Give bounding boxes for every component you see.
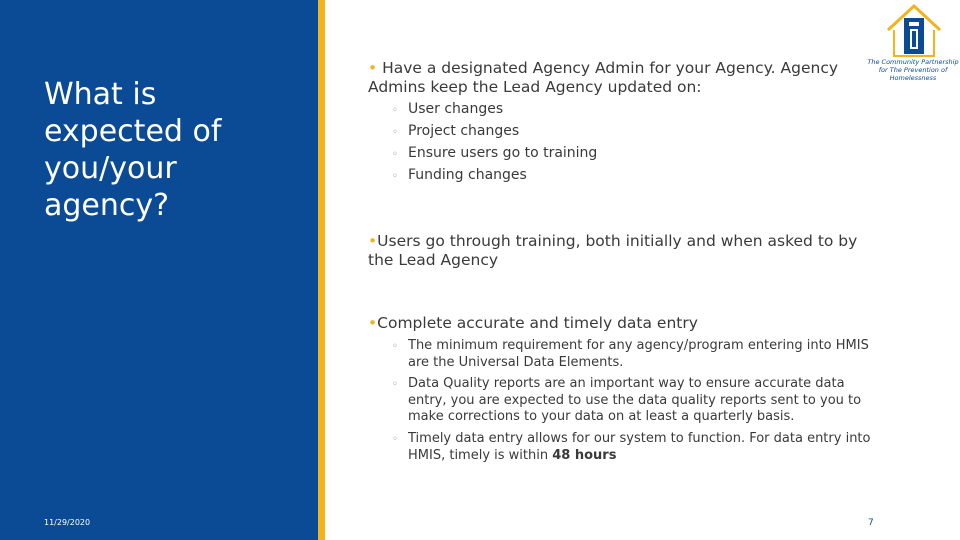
circle-bullet-icon: ◦ bbox=[392, 341, 398, 352]
bullet-agency-admin bbox=[368, 59, 858, 97]
sub-bullet: ◦ Funding changes bbox=[392, 164, 527, 188]
logo-text: The Community Partnership for The Prevention of Homelessness bbox=[867, 58, 959, 82]
bullet-text: Users go through training, both initially and when asked to by the Lead Agency bbox=[368, 232, 858, 269]
slide-title: What is expected of you/your agency? bbox=[44, 77, 222, 223]
sub-bullet: ◦ Data Quality reports are an important way to ensure accurate data entry, you are expected to use the data quality reports sent to you to make corrections to your data on at least a quarterly basis. bbox=[392, 376, 862, 424]
bullet-data-entry bbox=[368, 314, 868, 333]
sub-bullet: ◦ Ensure users go to training bbox=[392, 142, 597, 166]
timely-hours: 48 hours bbox=[552, 447, 617, 463]
circle-bullet-icon: ◦ bbox=[392, 379, 398, 390]
bullet-training bbox=[368, 232, 868, 270]
circle-bullet-icon: ◦ bbox=[392, 171, 398, 182]
circle-bullet-icon: ◦ bbox=[392, 105, 398, 116]
circle-bullet-icon: ◦ bbox=[392, 149, 398, 160]
bullet-text: Have a designated Agency Admin for your Agency. Agency Admins keep the Lead Agency updated on: bbox=[368, 59, 839, 96]
slide-date: 11/29/2020 bbox=[44, 518, 91, 527]
sub-bullet: ◦ Timely data entry allows for our system to function. For data entry into HMIS, timely is within 48 hours bbox=[392, 431, 871, 463]
sub-bullet: ◦ User changes bbox=[392, 98, 503, 122]
accent-bar bbox=[318, 0, 325, 540]
bullet-text: Complete accurate and timely data entry bbox=[377, 314, 698, 332]
bullet-dot: • bbox=[368, 59, 378, 77]
circle-bullet-icon: ◦ bbox=[392, 127, 398, 138]
bullet-dot: • bbox=[368, 314, 378, 332]
bullet-dot: • bbox=[368, 232, 378, 250]
sub-bullet: ◦ The minimum requirement for any agency/program entering into HMIS are the Universal Data Elements. bbox=[392, 338, 869, 370]
page-number: 7 bbox=[868, 518, 874, 528]
circle-bullet-icon: ◦ bbox=[392, 434, 398, 445]
sub-bullet: ◦ Project changes bbox=[392, 120, 519, 144]
